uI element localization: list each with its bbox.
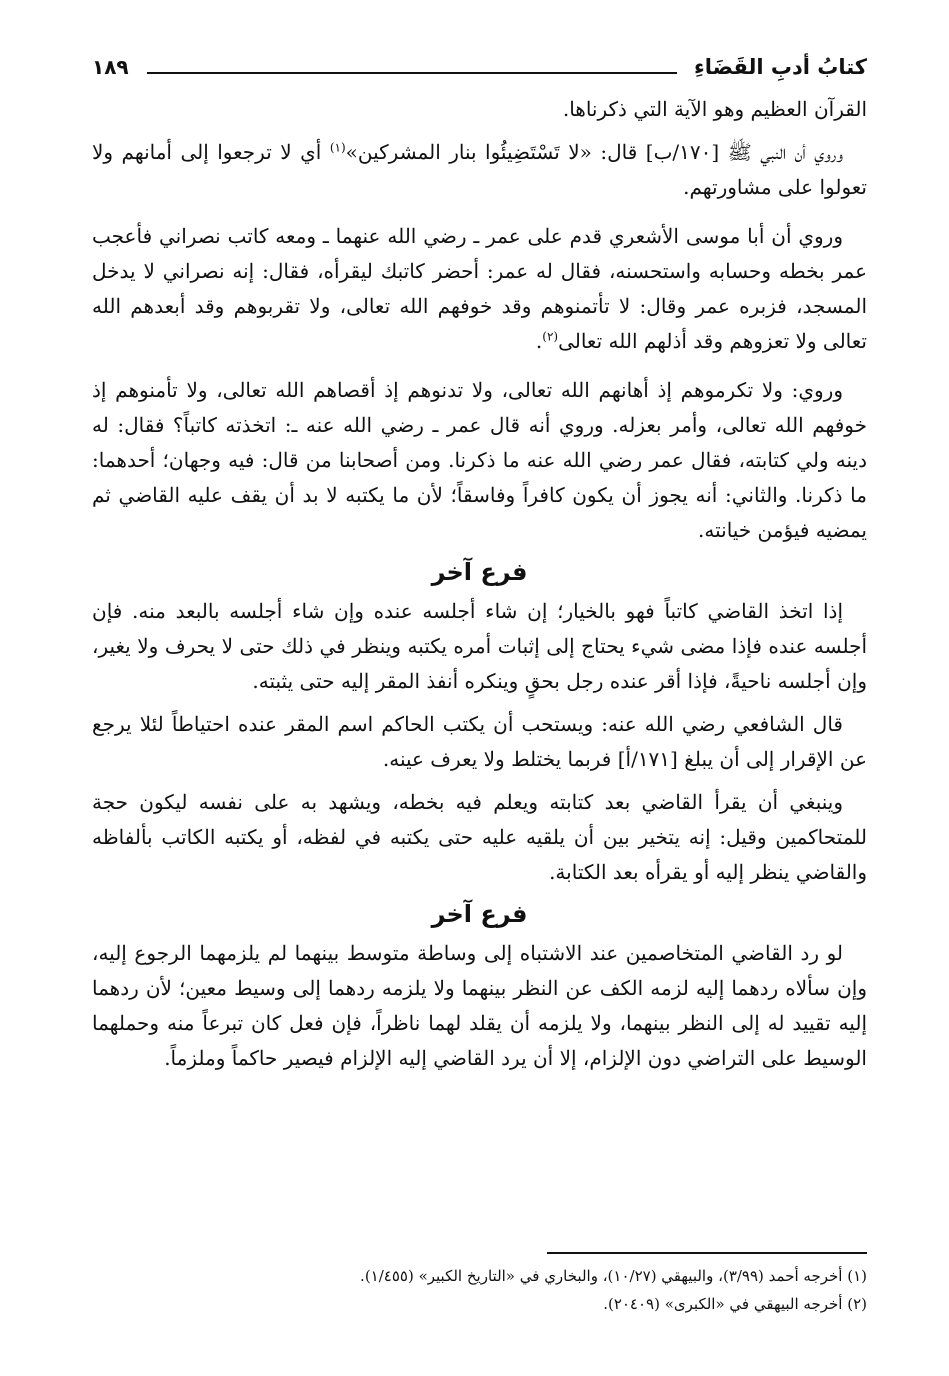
paragraph-3-end: . — [535, 329, 543, 353]
section-heading-2: فرع آخر — [431, 900, 528, 928]
section-heading-1: فرع آخر — [431, 558, 528, 586]
header-rule — [147, 72, 677, 74]
book-page — [92, 40, 867, 1340]
running-header — [92, 52, 867, 86]
page-number: ١٨٩ — [92, 55, 129, 79]
paragraph-2-text-b: أي لا ترجعوا إلى أمانهم ولا تعولوا على مشاورتهم. — [92, 140, 867, 199]
paragraph-7: وينبغي أن يقرأ القاضي بعد كتابته ويعلم فيه بخطه، ويشهد به على نفسه ليكون حجة للمتحاكمين وقيل: إنه يتخير بين أن يلقيه عليه حتى يكتبه في لفظه، أو يكتبه الكاتب بألفاظه والقاضي ينظر إليه أو يقرأه بعد الكتابة. — [92, 790, 867, 884]
paragraph-8: لو رد القاضي المتخاصمين عند الاشتباه إلى وساطة متوسط بينهما لم يلزمهما الرجوع إليه، وإن سألاه ردهما إليه لزمه الكف عن النظر بينهما ولا يلزمه ردهما إلى وسيط معين؛ لأن ردهما إليه تقييد له إلى النظر بينهما، ولا يلزمه أن يقلد لهما ناظراً، فإن فعل كان تبرعاً منه وحملهما الوسيط على التراضي دون الإلزام، إلا أن يرد القاضي إليه الإلزام فيصير حاكماً وملزماً. — [92, 941, 867, 1070]
footnote-2: (٢) أخرجه البيهقي في «الكبرى» (٢٠٤٠٩). — [603, 1295, 867, 1313]
footnote-1: (١) أخرجه أحمد (٣/٩٩)، والبيهقي (١٠/٢٧)، والبخاري في «التاريخ الكبير» (١/٤٥٥). — [360, 1267, 867, 1285]
footnotes — [92, 1262, 867, 1318]
paragraph-3-text: وروي أن أبا موسى الأشعري قدم على عمر ـ رضي الله عنهما ـ ومعه كاتب نصراني فأعجب عمر بخطه وحسابه واستحسنه، فقال له عمر: أحضر كاتبك ليقرأه، فقال: إنه نصراني لا يدخل المسجد، فزبره عمر وقال: لا تأتمنوهم وقد خوفهم الله تعالى، ولا تقربوهم وقد أبعدهم الله تعالى ولا تعزوهم وقد أذلهم الله تعالى — [92, 224, 867, 353]
footnote-rule — [547, 1252, 867, 1254]
paragraph-4: وروي: ولا تكرموهم إذ أهانهم الله تعالى، ولا تدنوهم إذ أقصاهم الله تعالى، ولا تأمنوهم إذ خوفهم الله تعالى، وأمر بعزله. وروي أنه قال عمر ـ رضي الله عنه ـ: اتخذته كاتباً؟ فقال: له دينه ولي كتابته، فقال عمر رضي الله عنه ما ذكرنا. ومن أصحابنا من قال: فيه وجهان؛ أحدهما: ما ذكرنا. والثاني: أنه يجوز أن يكون كافراً وفاسقاً؛ لأن ما يكتبه لا بد أن يقف عليه القاضي ثم يمضيه فيؤمن خيانته. — [92, 378, 867, 542]
paragraph-1: القرآن العظيم وهو الآية التي ذكرناها. — [562, 97, 867, 121]
paragraph-6: قال الشافعي رضي الله عنه: ويستحب أن يكتب الحاكم اسم المقر عنده احتياطاً لئلا يرجع عن الإقرار إلى أن يبلغ [١٧١/أ] فربما يختلط ولا يعرف عينه. — [92, 712, 867, 771]
footnote-ref-1: (١) — [329, 140, 346, 155]
paragraph-3 — [92, 219, 867, 359]
paragraph-2 — [92, 135, 867, 205]
paragraph-5: إذا اتخذ القاضي كاتباً فهو بالخيار؛ إن شاء أجلسه عنده وإن شاء أجلسه بالبعد منه. فإن أجلسه عنده فإذا مضى شيء يحتاج إلى إثبات أمره يكتبه وينظر في ذلك حتى لا يحرف ولا يغير، وإن أجلسه ناحيةً، فإذا أقر عنده رجل بحقٍ وينكره أنفذ المقر إليه حتى يثبته. — [92, 599, 867, 693]
paragraph-2-text-a: وروي أن النبي ﷺ [١٧٠/ب] قال: «لا تَسْتَضِيئُوا بنار المشركين» — [345, 140, 844, 164]
footnote-ref-2: (٢) — [542, 329, 559, 344]
page-body — [92, 92, 867, 1076]
book-title: كتابُ أدبِ القَضَاءِ — [694, 55, 867, 79]
